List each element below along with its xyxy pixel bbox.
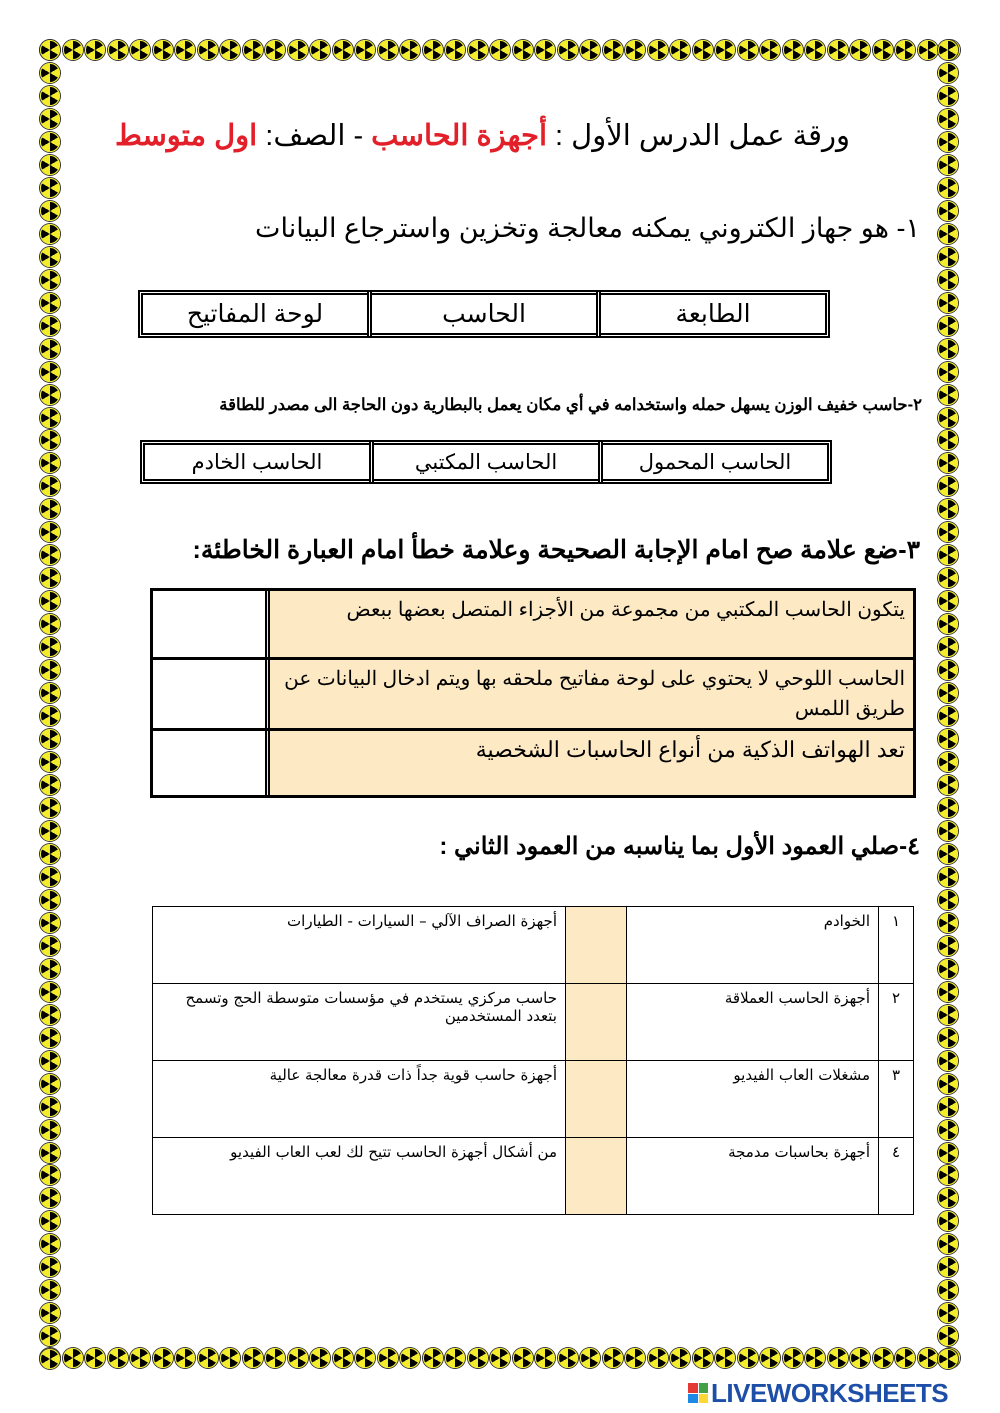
border-badge-icon	[40, 499, 60, 519]
border-badge-icon	[40, 1143, 60, 1163]
match-right-2: حاسب مركزي يستخدم في مؤسسات متوسطة الحج وتسمح بتعدد المستخدمين	[153, 984, 566, 1061]
border-badge-icon	[40, 224, 60, 244]
match-left-2: أجهزة الحاسب العملاقة	[627, 984, 879, 1061]
border-badge-icon	[938, 775, 958, 795]
logo-square-icon	[688, 1383, 698, 1393]
border-badge-icon	[938, 1211, 958, 1231]
grade-label: - الصف:	[257, 120, 372, 152]
border-badge-icon	[938, 63, 958, 83]
border-badge-icon	[938, 706, 958, 726]
tf-statement-1: يتكون الحاسب المكتبي من مجموعة من الأجزاء المتصل بعضها ببعض	[265, 591, 913, 657]
border-badge-icon	[938, 959, 958, 979]
border-badge-icon	[580, 40, 600, 60]
grade-name: اول متوسط	[114, 120, 258, 152]
border-badge-icon	[40, 1280, 60, 1300]
border-badge-icon	[310, 40, 330, 60]
border-badge-icon	[243, 40, 263, 60]
border-badge-icon	[850, 40, 870, 60]
border-badge-icon	[40, 1303, 60, 1323]
border-badge-icon	[468, 1348, 488, 1368]
border-badge-icon	[938, 637, 958, 657]
decorative-border-left	[40, 40, 62, 1370]
border-badge-icon	[63, 40, 83, 60]
border-badge-icon	[805, 40, 825, 60]
border-badge-icon	[535, 1348, 555, 1368]
match-left-4: أجهزة بحاسبات مدمجة	[627, 1138, 879, 1215]
border-badge-icon	[895, 1348, 915, 1368]
border-badge-icon	[938, 1257, 958, 1277]
border-badge-icon	[220, 1348, 240, 1368]
question-3-text: ٣-ضع علامة صح امام الإجابة الصحيحة وعلامة خطأ امام العبارة الخاطئة:	[192, 536, 920, 564]
border-badge-icon	[938, 1005, 958, 1025]
liveworksheets-icon	[688, 1383, 708, 1403]
border-badge-icon	[938, 821, 958, 841]
border-badge-icon	[40, 591, 60, 611]
match-number-2: ٢	[879, 984, 914, 1061]
border-badge-icon	[40, 775, 60, 795]
border-badge-icon	[693, 40, 713, 60]
border-badge-icon	[938, 155, 958, 175]
match-answer-box-3[interactable]	[566, 1061, 627, 1138]
table-row	[153, 1138, 914, 1215]
border-badge-icon	[938, 936, 958, 956]
border-badge-icon	[40, 1051, 60, 1071]
border-badge-icon	[625, 40, 645, 60]
worksheet-title	[114, 118, 850, 153]
match-right-4: من أشكال أجهزة الحاسب تتيح لك لعب العاب الفيديو	[153, 1138, 566, 1215]
border-badge-icon	[938, 453, 958, 473]
table-row	[153, 1061, 914, 1138]
border-badge-icon	[938, 1143, 958, 1163]
question-1-choices	[143, 290, 830, 338]
border-badge-icon	[40, 408, 60, 428]
border-badge-icon	[40, 706, 60, 726]
border-badge-icon	[938, 982, 958, 1002]
border-badge-icon	[760, 1348, 780, 1368]
border-badge-icon	[40, 522, 60, 542]
border-badge-icon	[938, 270, 958, 290]
border-badge-icon	[40, 545, 60, 565]
border-badge-icon	[938, 1097, 958, 1117]
border-badge-icon	[938, 890, 958, 910]
border-badge-icon	[265, 40, 285, 60]
border-badge-icon	[490, 40, 510, 60]
border-badge-icon	[40, 637, 60, 657]
border-badge-icon	[938, 178, 958, 198]
match-answer-box-2[interactable]	[566, 984, 627, 1061]
decorative-border-bottom	[40, 1348, 960, 1370]
logo-square-icon	[688, 1394, 698, 1404]
liveworksheets-logo-text: LIVEWORKSHEETS	[711, 1377, 949, 1408]
border-badge-icon	[938, 476, 958, 496]
border-badge-icon	[938, 729, 958, 749]
liveworksheets-logo[interactable]	[688, 1378, 948, 1408]
q2-choice-2[interactable]: الحاسب المكتبي	[369, 440, 603, 484]
border-badge-icon	[40, 132, 60, 152]
border-badge-icon	[40, 959, 60, 979]
matching-table	[152, 906, 914, 1215]
border-badge-icon	[938, 224, 958, 244]
border-badge-icon	[670, 40, 690, 60]
border-badge-icon	[40, 913, 60, 933]
border-badge-icon	[243, 1348, 263, 1368]
border-badge-icon	[513, 40, 533, 60]
border-badge-icon	[63, 1348, 83, 1368]
border-badge-icon	[40, 1326, 60, 1346]
border-badge-icon	[938, 132, 958, 152]
border-badge-icon	[938, 1120, 958, 1140]
match-left-3: مشغلات العاب الفيديو	[627, 1061, 879, 1138]
border-badge-icon	[153, 1348, 173, 1368]
border-badge-icon	[938, 591, 958, 611]
border-badge-icon	[40, 568, 60, 588]
border-badge-icon	[670, 1348, 690, 1368]
border-badge-icon	[40, 385, 60, 405]
border-badge-icon	[40, 63, 60, 83]
border-badge-icon	[625, 1348, 645, 1368]
border-badge-icon	[715, 1348, 735, 1368]
border-badge-icon	[938, 40, 958, 60]
border-badge-icon	[938, 798, 958, 818]
border-badge-icon	[333, 1348, 353, 1368]
border-badge-icon	[220, 40, 240, 60]
border-badge-icon	[310, 1348, 330, 1368]
border-badge-icon	[938, 683, 958, 703]
border-badge-icon	[783, 40, 803, 60]
border-badge-icon	[938, 293, 958, 313]
border-badge-icon	[40, 798, 60, 818]
title-prefix: ورقة عمل الدرس الأول :	[547, 120, 850, 152]
border-badge-icon	[938, 1188, 958, 1208]
border-badge-icon	[938, 1349, 958, 1369]
border-badge-icon	[40, 476, 60, 496]
border-badge-icon	[40, 867, 60, 887]
border-badge-icon	[40, 844, 60, 864]
table-row	[153, 984, 914, 1061]
match-left-1: الخوادم	[627, 907, 879, 984]
border-badge-icon	[603, 1348, 623, 1368]
border-badge-icon	[938, 614, 958, 634]
border-badge-icon	[805, 1348, 825, 1368]
border-badge-icon	[40, 1165, 60, 1185]
border-badge-icon	[40, 178, 60, 198]
question-1-text: ١- هو جهاز الكتروني يمكنه معالجة وتخزين واسترجاع البيانات	[255, 213, 920, 243]
match-right-1: أجهزة الصراف الآلي – السيارات - الطيارات	[153, 907, 566, 984]
border-badge-icon	[938, 1165, 958, 1185]
tf-answer-box-3[interactable]	[153, 731, 265, 795]
border-badge-icon	[40, 1211, 60, 1231]
border-badge-icon	[938, 339, 958, 359]
border-badge-icon	[288, 1348, 308, 1368]
border-badge-icon	[40, 1074, 60, 1094]
border-badge-icon	[40, 890, 60, 910]
border-badge-icon	[938, 86, 958, 106]
border-badge-icon	[895, 40, 915, 60]
border-badge-icon	[400, 1348, 420, 1368]
border-badge-icon	[580, 1348, 600, 1368]
border-badge-icon	[715, 40, 735, 60]
border-badge-icon	[693, 1348, 713, 1368]
border-badge-icon	[108, 1348, 128, 1368]
tf-answer-box-1[interactable]	[153, 591, 265, 657]
border-badge-icon	[648, 40, 668, 60]
border-badge-icon	[40, 155, 60, 175]
border-badge-icon	[938, 1280, 958, 1300]
border-badge-icon	[85, 1348, 105, 1368]
border-badge-icon	[40, 86, 60, 106]
border-badge-icon	[938, 1074, 958, 1094]
border-badge-icon	[938, 867, 958, 887]
border-badge-icon	[423, 1348, 443, 1368]
border-badge-icon	[40, 270, 60, 290]
border-badge-icon	[828, 40, 848, 60]
border-badge-icon	[40, 40, 60, 60]
border-badge-icon	[938, 408, 958, 428]
border-badge-icon	[40, 1188, 60, 1208]
border-badge-icon	[445, 1348, 465, 1368]
border-badge-icon	[378, 40, 398, 60]
border-badge-icon	[938, 752, 958, 772]
match-answer-box-1[interactable]	[566, 907, 627, 984]
q1-choice-3[interactable]: لوحة المفاتيح	[138, 290, 372, 338]
border-badge-icon	[938, 844, 958, 864]
decorative-border-top	[40, 40, 960, 62]
border-badge-icon	[40, 1028, 60, 1048]
border-badge-icon	[40, 453, 60, 473]
tf-statement-2: الحاسب اللوحي لا يحتوي على لوحة مفاتيح ملحقه بها ويتم ادخال البيانات عن طريق اللمس	[265, 660, 913, 728]
border-badge-icon	[938, 362, 958, 382]
q1-choice-2[interactable]: الحاسب	[367, 290, 601, 338]
border-badge-icon	[938, 568, 958, 588]
border-badge-icon	[648, 1348, 668, 1368]
border-badge-icon	[40, 660, 60, 680]
question-4-text: ٤-صلي العمود الأول بما يناسبه من العمود الثاني :	[439, 833, 920, 860]
border-badge-icon	[40, 1097, 60, 1117]
match-answer-box-4[interactable]	[566, 1138, 627, 1215]
tf-statement-3: تعد الهواتف الذكية من أنواع الحاسبات الشخصية	[265, 731, 913, 795]
border-badge-icon	[153, 40, 173, 60]
border-badge-icon	[760, 40, 780, 60]
q1-choice-1[interactable]: الطابعة	[596, 290, 830, 338]
question-2-text: ٢-حاسب خفيف الوزن يسهل حمله واستخدامه في أي مكان يعمل بالبطارية دون الحاجة الى مصدر للطاقة	[219, 396, 922, 414]
border-badge-icon	[738, 40, 758, 60]
border-badge-icon	[938, 660, 958, 680]
border-badge-icon	[265, 1348, 285, 1368]
border-badge-icon	[938, 247, 958, 267]
border-badge-icon	[40, 201, 60, 221]
border-badge-icon	[40, 1234, 60, 1254]
q2-choice-1[interactable]: الحاسب المحمول	[598, 440, 832, 484]
border-badge-icon	[40, 1120, 60, 1140]
border-badge-icon	[513, 1348, 533, 1368]
match-number-3: ٣	[879, 1061, 914, 1138]
border-badge-icon	[40, 752, 60, 772]
border-badge-icon	[40, 362, 60, 382]
border-badge-icon	[603, 40, 623, 60]
border-badge-icon	[40, 316, 60, 336]
table-row	[153, 907, 914, 984]
border-badge-icon	[423, 40, 443, 60]
border-badge-icon	[938, 109, 958, 129]
true-false-table	[150, 588, 916, 798]
border-badge-icon	[938, 522, 958, 542]
border-badge-icon	[198, 1348, 218, 1368]
border-badge-icon	[40, 1257, 60, 1277]
logo-square-icon	[699, 1383, 709, 1393]
question-2-choices	[145, 440, 832, 484]
border-badge-icon	[873, 1348, 893, 1368]
border-badge-icon	[130, 40, 150, 60]
border-badge-icon	[828, 1348, 848, 1368]
border-badge-icon	[40, 683, 60, 703]
border-badge-icon	[445, 40, 465, 60]
border-badge-icon	[468, 40, 488, 60]
border-badge-icon	[938, 913, 958, 933]
border-badge-icon	[535, 40, 555, 60]
border-badge-icon	[108, 40, 128, 60]
border-badge-icon	[873, 40, 893, 60]
border-badge-icon	[40, 821, 60, 841]
border-badge-icon	[40, 936, 60, 956]
border-badge-icon	[40, 614, 60, 634]
tf-row	[153, 660, 913, 731]
border-badge-icon	[738, 1348, 758, 1368]
border-badge-icon	[40, 293, 60, 313]
tf-row	[153, 731, 913, 795]
border-badge-icon	[558, 40, 578, 60]
match-number-1: ١	[879, 907, 914, 984]
border-badge-icon	[783, 1348, 803, 1368]
border-badge-icon	[938, 430, 958, 450]
border-badge-icon	[355, 40, 375, 60]
border-badge-icon	[175, 1348, 195, 1368]
border-badge-icon	[40, 1005, 60, 1025]
border-badge-icon	[288, 40, 308, 60]
border-badge-icon	[918, 40, 938, 60]
border-badge-icon	[938, 201, 958, 221]
border-badge-icon	[938, 1051, 958, 1071]
border-badge-icon	[85, 40, 105, 60]
border-badge-icon	[938, 1028, 958, 1048]
border-badge-icon	[938, 545, 958, 565]
match-number-4: ٤	[879, 1138, 914, 1215]
q2-choice-3[interactable]: الحاسب الخادم	[140, 440, 374, 484]
tf-answer-box-2[interactable]	[153, 660, 265, 728]
border-badge-icon	[175, 40, 195, 60]
border-badge-icon	[918, 1348, 938, 1368]
border-badge-icon	[938, 1303, 958, 1323]
tf-row	[153, 591, 913, 660]
border-badge-icon	[40, 729, 60, 749]
border-badge-icon	[40, 982, 60, 1002]
border-badge-icon	[378, 1348, 398, 1368]
border-badge-icon	[938, 1326, 958, 1346]
border-badge-icon	[938, 316, 958, 336]
border-badge-icon	[355, 1348, 375, 1368]
border-badge-icon	[333, 40, 353, 60]
border-badge-icon	[40, 430, 60, 450]
border-badge-icon	[40, 1349, 60, 1369]
border-badge-icon	[198, 40, 218, 60]
lesson-name: أجهزة الحاسب	[371, 120, 547, 152]
border-badge-icon	[40, 339, 60, 359]
logo-square-icon	[699, 1394, 709, 1404]
match-right-3: أجهزة حاسب قوية جداً ذات قدرة معالجة عالية	[153, 1061, 566, 1138]
border-badge-icon	[938, 1234, 958, 1254]
decorative-border-right	[938, 40, 960, 1370]
border-badge-icon	[130, 1348, 150, 1368]
border-badge-icon	[850, 1348, 870, 1368]
border-badge-icon	[938, 499, 958, 519]
border-badge-icon	[400, 40, 420, 60]
border-badge-icon	[40, 109, 60, 129]
border-badge-icon	[490, 1348, 510, 1368]
border-badge-icon	[40, 247, 60, 267]
border-badge-icon	[938, 385, 958, 405]
border-badge-icon	[558, 1348, 578, 1368]
